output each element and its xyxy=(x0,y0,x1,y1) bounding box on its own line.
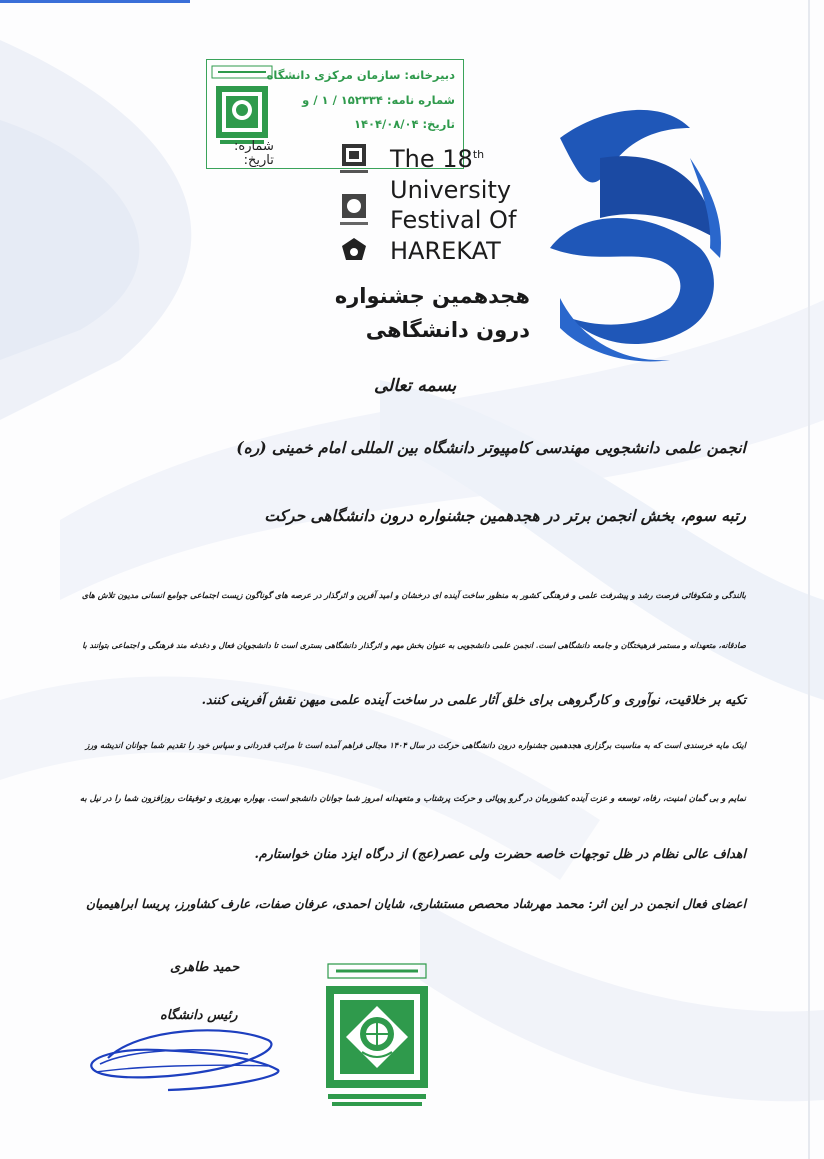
bismillah-heading: بسمه تعالی xyxy=(374,376,457,396)
festival-title-line2: University xyxy=(390,175,512,204)
award-line: رتبه سوم، بخش انجمن برتر در هجدهمین جشنواره درون دانشگاهی حرکت xyxy=(264,506,746,525)
handwritten-stamp-fields xyxy=(234,140,274,168)
festival-title-line3: Festival Of xyxy=(390,206,517,234)
paragraph-line: اهداف عالی نظام در ظل توجهات خاصه حضرت ولی عصر(عج) از درگاه ایزد منان خواستارم. xyxy=(254,846,746,861)
stamp-letter-number: شماره نامه: ۱۵۲۳۳۴ / ۱ / و xyxy=(302,93,455,107)
scan-edge xyxy=(808,0,810,1159)
stamp-hand-date: تاریخ: xyxy=(243,153,274,168)
paragraph-line: اینک مایه خرسندی است که به مناسبت برگزاری هجدهمین جشنواره درون دانشگاهی حرکت در سال ۱۴۰۴ مجالی فراهم آمده است تا مراتب قدردانی و سپاس خود را تقدیم شما جوانان اندیشه ورز xyxy=(85,740,746,750)
paragraph-line: نمایم و بی گمان امنیت، رفاه، توسعه و عزت آینده کشورمان در گرو پویائی و حرکت پرشتاب و متعهدانه امروز شما جوانان دانشجو است. بهواره بهروزی و توفیقات روزافزون شما را در نیل به xyxy=(79,793,746,803)
signer-name: حمید طاهری xyxy=(170,960,240,975)
university-seal xyxy=(318,960,436,1110)
recipient-line: انجمن علمی دانشجویی مهندسی کامپیوتر دانشگاه بین المللی امام خمینی (ره) xyxy=(236,438,746,457)
paragraph-line: صادقانه، متعهدانه و مستمر فرهیختگان و جامعه دانشگاهی است. انجمن علمی دانشجویی به عنوان بخش مهم و اثرگذار دانشگاهی بستری است تا دانشجویان فعال و دغدغه مند فرهنگی و اجتماعی بتوانند با xyxy=(82,641,746,650)
festival-title-line4: HAREKAT xyxy=(390,236,501,265)
handwritten-signature xyxy=(78,1018,288,1096)
paragraph-line: بالندگی و شکوفائی فرصت رشد و پیشرفت علمی و فرهنگی کشور به منظور ساخت آینده ای درخشان و امید آفرین و اثرگذار در عرصه های گوناگون زیست اجتماعی جوامع انسانی مدیون تلاش های xyxy=(81,590,746,600)
stamp-secretariat: دبیرخانه: سازمان مرکزی دانشگاه xyxy=(266,68,455,82)
stamp-hand-number: شماره: xyxy=(234,139,274,154)
festival-title-fa-line1: هجدهمین جشنواره xyxy=(334,284,530,308)
paragraph-line: تکیه بر خلاقیت، نوآوری و کارگروهی برای خلق آثار علمی در ساخت آینده علمی میهن نقش آفرینی کنند. xyxy=(201,692,746,707)
festival-title-fa-line2: درون دانشگاهی xyxy=(365,318,530,342)
top-edge-bar xyxy=(0,0,190,3)
harekat-logo xyxy=(540,98,730,368)
festival-title-en xyxy=(390,140,516,266)
signer-title: رئیس دانشگاه xyxy=(160,1008,238,1023)
festival-title-line1: The 18th xyxy=(390,145,485,173)
stamp-date: تاریخ: ۱۴۰۴/۰۸/۰۴ xyxy=(353,117,455,131)
members-line: اعضای فعال انجمن در این اثر: محمد مهرشاد محصص مستشاری، شایان احمدی، عرفان صفات، عارف کشاورز، پریسا ابراهیمیان xyxy=(86,896,746,911)
sponsor-logos xyxy=(336,142,372,270)
